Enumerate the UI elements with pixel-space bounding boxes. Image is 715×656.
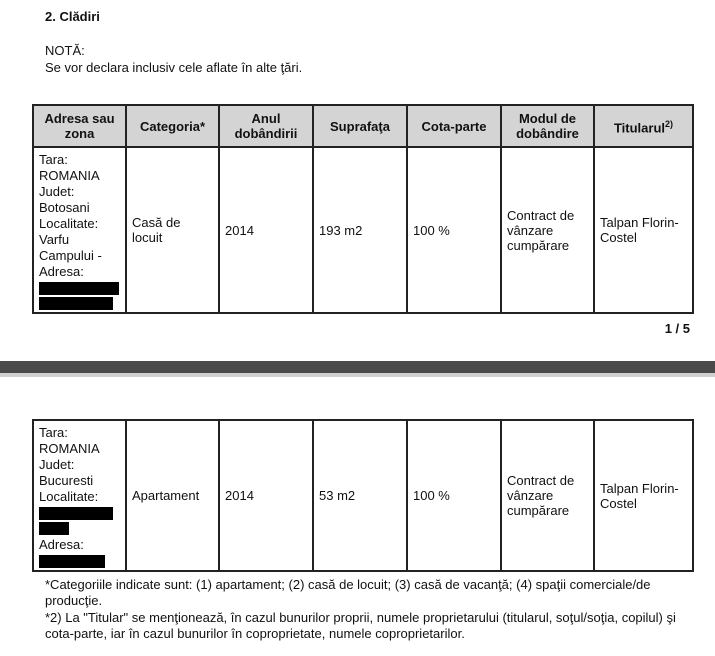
address-cell: Tara: ROMANIA Judet: Botosani Localitate: Varfu Campului - Adresa: [33, 147, 126, 313]
header-year: Anul dobândirii [219, 105, 313, 147]
year-cell: 2014 [219, 420, 313, 571]
footnote-category: *Categoriile indicate sunt: (1) apartament; (2) casă de locuit; (3) casă de vacanţă; (4) spaţii comerciale/de producţie. [45, 577, 651, 608]
note-text: Se vor declara inclusiv cele aflate în alte ţări. [45, 60, 303, 75]
year-cell: 2014 [219, 147, 313, 313]
header-category: Categoria* [126, 105, 219, 147]
category-cell: Casă de locuit [126, 147, 219, 313]
address-cell: Tara: ROMANIA Judet: Bucuresti Localitate: Adresa: [33, 420, 126, 571]
redaction-block [39, 522, 69, 535]
table-row [33, 420, 693, 571]
header-mode: Modul de dobândire [501, 105, 594, 147]
buildings-table-page2 [32, 419, 694, 572]
table-row [33, 147, 693, 313]
page-separator [0, 361, 715, 373]
share-cell: 100 % [407, 420, 501, 571]
footnote-titular: *2) La "Titular" se menţionează, în cazul bunurilor proprii, numele proprietarului (titularul, soţul/soţia, copilul) şi cota-parte, iar în cazul bunurilor în coproprietate, numele coproprietarilor. [45, 610, 676, 641]
header-owner: Titularul$^{2)}$ [594, 105, 693, 147]
redaction-block [39, 555, 105, 568]
area-cell: 193 m2 [313, 147, 407, 313]
header-area: Suprafaţa [313, 105, 407, 147]
owner-cell: Talpan Florin-Costel [594, 420, 693, 571]
category-cell: Apartament [126, 420, 219, 571]
buildings-table-page1 [32, 104, 694, 314]
mode-cell: Contract de vânzare cumpărare [501, 147, 594, 313]
share-cell: 100 % [407, 147, 501, 313]
section-title: 2. Clădiri [45, 9, 100, 24]
mode-cell: Contract de vânzare cumpărare [501, 420, 594, 571]
redaction-block [39, 282, 119, 295]
header-share: Cota-parte [407, 105, 501, 147]
area-cell: 53 m2 [313, 420, 407, 571]
redaction-block [39, 507, 113, 520]
note-label: NOTĂ: [45, 43, 85, 58]
page-separator-shadow [0, 373, 715, 377]
note [45, 42, 302, 76]
table-header-row [33, 105, 693, 147]
page-number: 1 / 5 [664, 321, 690, 336]
header-address: Adresa sau zona [33, 105, 126, 147]
redaction-block [39, 297, 113, 310]
owner-cell: Talpan Florin-Costel [594, 147, 693, 313]
